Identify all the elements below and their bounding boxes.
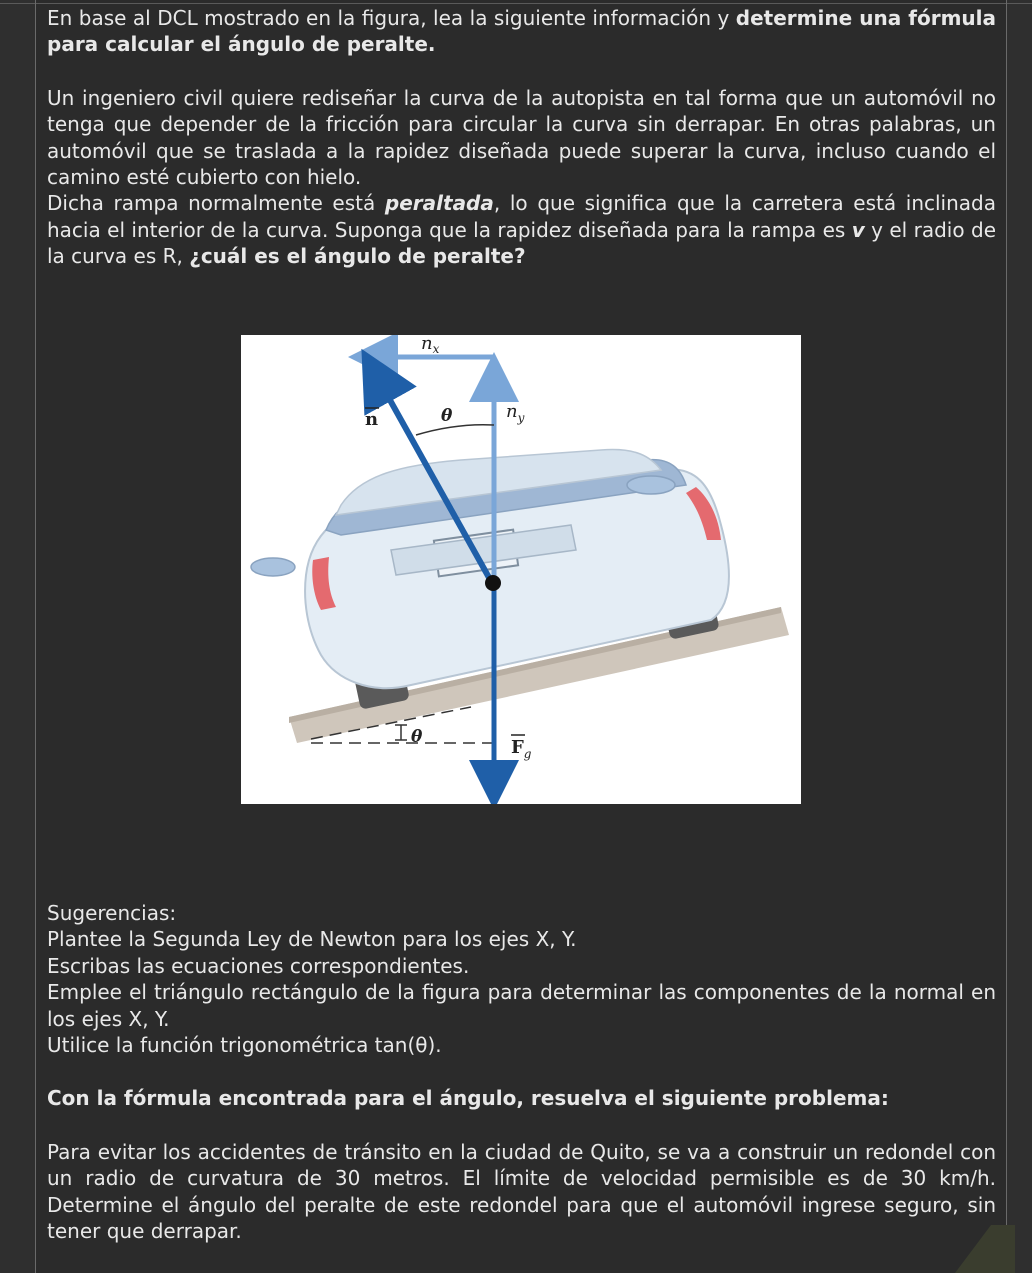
p2-question: ¿cuál es el ángulo de peralte?	[189, 244, 526, 269]
problem-paragraph-2	[47, 190, 996, 269]
intro-bold-text: determine una fórmula para calcular el ángulo de peralte.	[47, 6, 997, 57]
p2-text-a: Dicha rampa normalmente está	[47, 191, 385, 216]
free-body-diagram	[241, 335, 801, 804]
diagram-svg	[241, 335, 801, 804]
suggestion-item-4: Utilice la función trigonométrica tan(θ).	[47, 1033, 442, 1058]
task-body: Para evitar los accidentes de tránsito en la ciudad de Quito, se va a construir un redondel con un radio de curvatura de 30 metros. El límite de velocidad permisible es de 30 km/h. Determine el ángulo del peralte de este redondel para que el automóvil ingrese seguro, sin tener que derrapar.	[47, 1139, 996, 1244]
top-theta-arc	[416, 425, 494, 435]
task-heading: Con la fórmula encontrada para el ángulo, resuelva el siguiente problema:	[47, 1086, 889, 1111]
n-label: n	[365, 409, 379, 430]
suggestion-item-1: Plantee la Segunda Ley de Newton para los ejes X, Y.	[47, 927, 577, 952]
problem-text	[47, 5, 996, 270]
suggestion-item-2: Escribas las ecuaciones correspondientes.	[47, 953, 470, 978]
suggestions-title: Sugerencias:	[47, 901, 177, 925]
fg-label: $F_g$	[511, 737, 532, 761]
mirror-left	[251, 558, 295, 576]
mirror-right	[627, 476, 675, 494]
ny-label: $n_y$	[506, 401, 525, 425]
intro-paragraph	[47, 5, 996, 58]
problem-paragraph-1: Un ingeniero civil quiere rediseñar la curva de la autopista en tal forma que un automóvil no tenga que depender de la fricción para circular la curva sin derrapar. En otras palabras, un automóvil que se traslada a la rapidez diseñada puede superar la curva, incluso cuando el camino esté cubierto con hielo.	[47, 85, 996, 190]
center-of-mass-dot	[485, 575, 501, 591]
intro-text: En base al DCL mostrado en la figura, lea la siguiente información y	[47, 6, 736, 30]
left-gutter	[0, 0, 35, 1273]
nx-label: $n_x$	[421, 335, 440, 356]
theta-bottom-label: θ	[411, 727, 423, 747]
p2-text-c: y el radio de la curva es R,	[47, 217, 996, 269]
right-gutter	[1007, 0, 1032, 1273]
top-border	[0, 3, 1032, 4]
p2-text-b: , lo que significa que la carretera está inclinada hacia el interior de la curva. Suponga que la rapidez diseñada para la rampa es	[47, 191, 996, 242]
theta-top-label: θ	[441, 406, 453, 426]
p2-v: v	[851, 217, 865, 242]
suggestions-and-task	[47, 900, 996, 1244]
p2-peraltada: peraltada	[384, 191, 494, 216]
suggestion-item-3: Emplee el triángulo rectángulo de la figura para determinar las componentes de la normal en los ejes X, Y.	[47, 980, 996, 1031]
right-border	[1006, 0, 1007, 1273]
left-border	[35, 0, 36, 1273]
